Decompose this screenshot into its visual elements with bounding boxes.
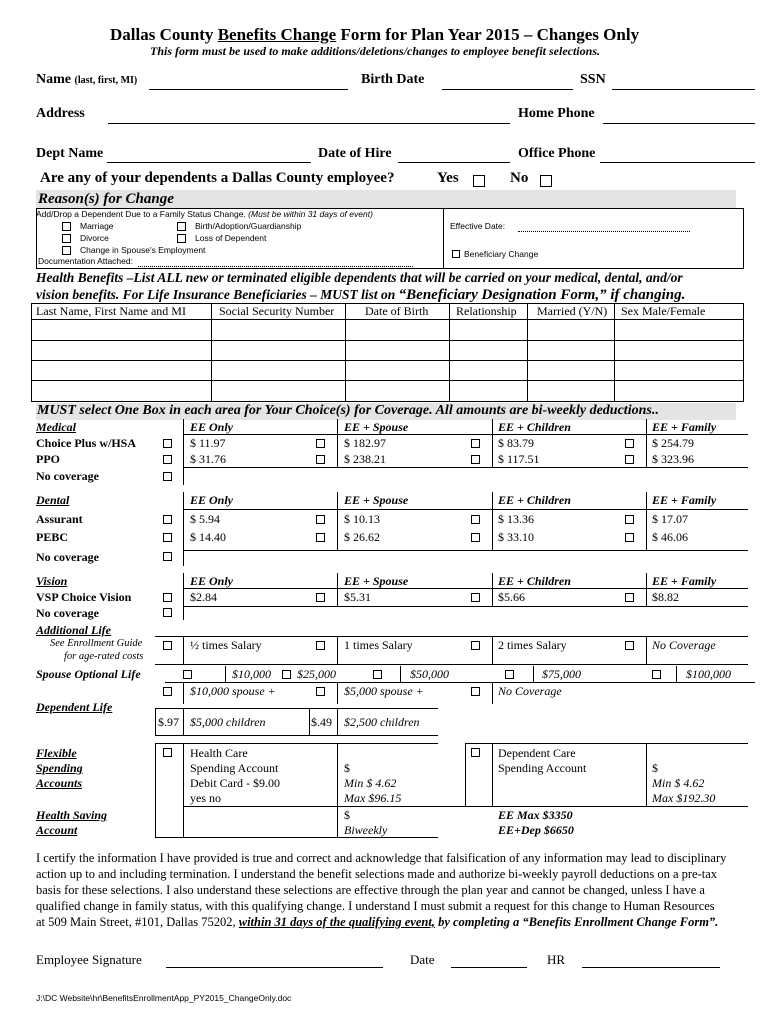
employee-signature-input[interactable] [166, 967, 383, 968]
spouse-life-label: Spouse Optional Life [36, 667, 141, 681]
health-care-fsa-label-1: Health Care [190, 746, 248, 760]
debit-card-label: Debit Card - $9.00 [190, 776, 280, 790]
vision-es-header: EE + Spouse [344, 574, 409, 588]
dental-plan-2-ef-checkbox[interactable] [625, 533, 634, 542]
spouse-100k-checkbox[interactable] [652, 670, 661, 679]
ssn-label: SSN [580, 72, 606, 87]
birth-adoption-checkbox[interactable] [177, 222, 186, 231]
page-subtitle: This form must be used to make additions/deletions/changes to employee benefit selections. [150, 44, 600, 58]
vision-plan-1-ee: $2.84 [190, 590, 217, 604]
dental-plan-1-es-checkbox[interactable] [316, 515, 325, 524]
dependent-care-fsa-min: Min $ 4.62 [652, 776, 705, 790]
health-benefits-line2: vision benefits. For Life Insurance Beneficiaries – MUST list on “Beneficiary Designation Form,” if changing. [36, 287, 686, 303]
dependents-yes-checkbox[interactable] [473, 175, 485, 187]
dental-ef-header: EE + Family [652, 493, 717, 507]
spouse-no-coverage-checkbox[interactable] [471, 687, 480, 696]
home-phone-input[interactable] [603, 123, 755, 124]
dental-plan-2-es-checkbox[interactable] [316, 533, 325, 542]
hr-input[interactable] [582, 967, 720, 968]
spouse-100k-label: $100,000 [686, 667, 731, 681]
loss-of-dependent-checkbox[interactable] [177, 234, 186, 243]
reasons-heading: Reason(s) for Change [38, 191, 174, 207]
fsa-label-1: Flexible [36, 746, 77, 760]
col-relationship: Relationship [456, 304, 517, 318]
dental-plan-1-ef-checkbox[interactable] [625, 515, 634, 524]
name-label: Name (last, first, MI) [36, 72, 138, 87]
health-care-fsa-amount[interactable]: $ [344, 761, 350, 775]
spouse-10k-checkbox[interactable] [183, 670, 192, 679]
file-path-footer: J:\DC Website\hr\BenefitsEnrollmentApp_PY2015_ChangeOnly.doc [36, 993, 292, 1003]
spouse-75k-checkbox[interactable] [505, 670, 514, 679]
enrollment-guide-note: See Enrollment Guide [50, 638, 143, 649]
divorce-checkbox[interactable] [62, 234, 71, 243]
spouse-no-coverage-label: No Coverage [498, 684, 562, 698]
name-input[interactable] [149, 89, 348, 90]
address-label: Address [36, 106, 85, 121]
spouse-50k-checkbox[interactable] [373, 670, 382, 679]
dependent-care-fsa-checkbox[interactable] [471, 748, 480, 757]
spouse-employment-label: Change in Spouse's Employment [80, 245, 206, 255]
vision-plan-1-es-checkbox[interactable] [316, 593, 325, 602]
medical-es-header: EE + Spouse [344, 420, 409, 434]
loss-of-dependent-label: Loss of Dependent [195, 233, 267, 243]
spouse-5k-plus-checkbox[interactable] [316, 687, 325, 696]
hsa-amount[interactable]: $ [344, 808, 350, 822]
life-no-coverage-label: No Coverage [652, 638, 716, 652]
medical-no-coverage-label: No coverage [36, 469, 99, 483]
health-care-fsa-max: Max $96.15 [344, 791, 402, 805]
page-title: Dallas County Benefits Change Form for Plan Year 2015 – Changes Only [110, 25, 640, 44]
life-no-coverage-checkbox[interactable] [625, 641, 634, 650]
effective-date-input[interactable] [518, 231, 690, 232]
dental-plan-1-ec-checkbox[interactable] [471, 515, 480, 524]
age-rated-note: for age-rated costs [64, 651, 144, 662]
signature-date-label: Date [410, 952, 435, 967]
hsa-eedep-max: EE+Dep $6650 [498, 823, 574, 837]
dependent-life-label: Dependent Life [36, 700, 113, 714]
dependents-no-label: No [510, 170, 529, 186]
vision-plan-1-ee-checkbox[interactable] [163, 593, 172, 602]
vision-plan-1-ec: $5.66 [498, 590, 525, 604]
medical-no-coverage-checkbox[interactable] [163, 472, 172, 481]
dependent-care-fsa-label-1: Dependent Care [498, 746, 576, 760]
medical-plan-1-ec: $ 83.79 [498, 436, 534, 450]
spouse-10k-label: $10,000 [232, 667, 271, 681]
add-drop-text: Add/Drop a Dependent Due to a Family Status Change. (Must be within 31 days of event) [36, 209, 373, 219]
dental-plan-2-ee-checkbox[interactable] [163, 533, 172, 542]
hsa-biweekly: Biweekly [344, 823, 388, 837]
address-input[interactable] [108, 123, 510, 124]
medical-plan-2-ef-checkbox[interactable] [625, 455, 634, 464]
dental-plan-2-es: $ 26.62 [344, 530, 380, 544]
dental-ec-header: EE + Children [498, 493, 571, 507]
vision-no-coverage-label: No coverage [36, 606, 99, 620]
col-married: Married (Y/N) [537, 304, 608, 318]
medical-plan-2-ef: $ 323.96 [652, 452, 694, 466]
life-2x-salary-label: 2 times Salary [498, 638, 567, 652]
medical-plan-2-ec: $ 117.51 [498, 452, 540, 466]
spouse-75k-label: $75,000 [542, 667, 581, 681]
signature-date-input[interactable] [451, 967, 527, 968]
dental-es-header: EE + Spouse [344, 493, 409, 507]
dept-name-input[interactable] [107, 162, 311, 163]
dependents-yes-label: Yes [437, 170, 459, 186]
dependents-no-checkbox[interactable] [540, 175, 552, 187]
vision-plan-1-ef: $8.82 [652, 590, 679, 604]
life-half-salary-label: ½ times Salary [190, 638, 262, 652]
medical-plan-1-es-checkbox[interactable] [316, 439, 325, 448]
dental-plan-1-ee-checkbox[interactable] [163, 515, 172, 524]
home-phone-label: Home Phone [518, 106, 595, 121]
vision-ee-header: EE Only [190, 574, 234, 588]
dep-life-5k-label: $5,000 children [190, 715, 266, 729]
vision-label: Vision [36, 574, 68, 588]
effective-date-label: Effective Date: [450, 221, 506, 231]
hsa-label-2: Account [36, 823, 78, 837]
spouse-10k-plus-checkbox[interactable] [163, 687, 172, 696]
health-care-fsa-min: Min $ 4.62 [344, 776, 397, 790]
office-phone-input[interactable] [600, 162, 755, 163]
life-1x-salary-label: 1 times Salary [344, 638, 413, 652]
beneficiary-change-label: Beneficiary Change [464, 249, 539, 259]
vision-plan-1-ec-checkbox[interactable] [471, 593, 480, 602]
marriage-checkbox[interactable] [62, 222, 71, 231]
certify-line-2: action up to and including termination. I understand the benefit selections made and authorize bi-weekly payroll deductions on a pre-tax [36, 867, 718, 881]
dental-no-coverage-label: No coverage [36, 550, 99, 564]
spouse-25k-label: $25,000 [297, 667, 336, 681]
medical-plan-1-ee: $ 11.97 [190, 436, 226, 450]
certify-line-4: qualified change in family status, with this qualifying change. I understand I must submit a request for this change to Human Resources [36, 899, 715, 913]
vision-no-coverage-checkbox[interactable] [163, 608, 172, 617]
spouse-50k-label: $50,000 [410, 667, 449, 681]
date-of-hire-label: Date of Hire [318, 146, 392, 161]
certify-line-3: basis for these selections. I also understand these selections are effective through the plan year and cannot be changed, unless I have a [36, 883, 705, 897]
documentation-input[interactable] [138, 266, 413, 267]
dental-plan-1-es: $ 10.13 [344, 512, 380, 526]
spouse-10k-plus-label: $10,000 spouse + [190, 684, 276, 698]
beneficiary-change-checkbox[interactable] [452, 250, 460, 258]
medical-ec-header: EE + Children [498, 420, 571, 434]
fsa-label-2: Spending [36, 761, 83, 775]
col-dob: Date of Birth [365, 304, 429, 318]
birth-date-input[interactable] [442, 89, 573, 90]
dental-ee-header: EE Only [190, 493, 234, 507]
certify-line-5: at 509 Main Street, #101, Dallas 75202, within 31 days of the qualifying event, by completing a “Benefits Enrollment Change Form”. [36, 915, 719, 929]
dental-plan-1-name: Assurant [36, 512, 83, 526]
dependent-care-fsa-max: Max $192.30 [652, 791, 716, 805]
medical-plan-1-ee-checkbox[interactable] [163, 439, 172, 448]
spouse-5k-plus-label: $5,000 spouse + [344, 684, 424, 698]
dental-plan-1-ee: $ 5.94 [190, 512, 220, 526]
dental-plan-2-ef: $ 46.06 [652, 530, 688, 544]
life-half-salary-checkbox[interactable] [163, 641, 172, 650]
medical-plan-2-es-checkbox[interactable] [316, 455, 325, 464]
medical-plan-2-ee-checkbox[interactable] [163, 455, 172, 464]
health-care-fsa-checkbox[interactable] [163, 748, 172, 757]
medical-plan-2-name: PPO [36, 452, 60, 466]
date-of-hire-input[interactable] [398, 162, 510, 163]
medical-plan-2-ee: $ 31.76 [190, 452, 226, 466]
dependent-care-fsa-amount[interactable]: $ [652, 761, 658, 775]
medical-plan-1-ec-checkbox[interactable] [471, 439, 480, 448]
dental-plan-1-ec: $ 13.36 [498, 512, 534, 526]
employee-signature-label: Employee Signature [36, 952, 142, 967]
certify-line-1: I certify the information I have provided is true and correct and acknowledge that falsification of any information may lead to disciplinary [36, 851, 727, 865]
col-name: Last Name, First Name and MI [36, 304, 186, 318]
medical-ef-header: EE + Family [652, 420, 717, 434]
medical-plan-2-es: $ 238.21 [344, 452, 386, 466]
dental-plan-2-name: PEBC [36, 530, 69, 544]
life-2x-salary-checkbox[interactable] [471, 641, 480, 650]
dependents-question: Are any of your dependents a Dallas County employee? [40, 170, 395, 186]
dependent-care-fsa-label-2: Spending Account [498, 761, 587, 775]
medical-plan-1-es: $ 182.97 [344, 436, 386, 450]
dental-plan-2-ee: $ 14.40 [190, 530, 226, 544]
dental-plan-2-ec-checkbox[interactable] [471, 533, 480, 542]
hr-label: HR [547, 952, 566, 967]
marriage-label: Marriage [80, 221, 114, 231]
hsa-label-1: Health Saving [36, 808, 108, 822]
hsa-ee-max: EE Max $3350 [498, 808, 573, 822]
col-sex: Sex Male/Female [621, 304, 706, 318]
must-select-heading: MUST select One Box in each area for Your Choice(s) for Coverage. All amounts are bi-weekly deductions.. [37, 403, 659, 418]
dental-plan-1-ef: $ 17.07 [652, 512, 688, 526]
vision-plan-1-es: $5.31 [344, 590, 371, 604]
birth-date-label: Birth Date [361, 72, 425, 87]
divorce-label: Divorce [80, 233, 109, 243]
medical-plan-1-ef-checkbox[interactable] [625, 439, 634, 448]
dept-name-label: Dept Name [36, 146, 104, 161]
health-care-fsa-label-2: Spending Account [190, 761, 279, 775]
dental-plan-2-ec: $ 33.10 [498, 530, 534, 544]
medical-label: Medical [36, 420, 76, 434]
vision-ef-header: EE + Family [652, 574, 717, 588]
ssn-input[interactable] [612, 89, 755, 90]
vision-ec-header: EE + Children [498, 574, 571, 588]
spouse-25k-checkbox[interactable] [282, 670, 291, 679]
medical-plan-1-name: Choice Plus w/HSA [36, 436, 137, 450]
debit-card-yes-no[interactable]: yes no [190, 791, 221, 805]
spouse-employment-checkbox[interactable] [62, 246, 71, 255]
dep-life-2500-price[interactable]: $.49 [311, 715, 332, 729]
office-phone-label: Office Phone [518, 146, 596, 161]
dental-no-coverage-checkbox[interactable] [163, 552, 172, 561]
dep-life-5k-price[interactable]: $.97 [158, 715, 179, 729]
life-1x-salary-checkbox[interactable] [316, 641, 325, 650]
col-ssn: Social Security Number [219, 304, 335, 318]
medical-plan-2-ec-checkbox[interactable] [471, 455, 480, 464]
health-benefits-line1: Health Benefits –List ALL new or terminated eligible dependents that will be carried on your medical, dental, and/or [36, 270, 683, 285]
documentation-label: Documentation Attached: [38, 256, 133, 266]
birth-adoption-label: Birth/Adoption/Guardianship [195, 221, 302, 231]
vision-plan-1-ef-checkbox[interactable] [625, 593, 634, 602]
fsa-label-3: Accounts [36, 776, 83, 790]
medical-ee-header: EE Only [190, 420, 234, 434]
dep-life-2500-label: $2,500 children [344, 715, 420, 729]
additional-life-label: Additional Life [36, 623, 111, 637]
medical-plan-1-ef: $ 254.79 [652, 436, 694, 450]
vision-plan-1-name: VSP Choice Vision [36, 590, 132, 604]
dental-label: Dental [36, 493, 70, 507]
